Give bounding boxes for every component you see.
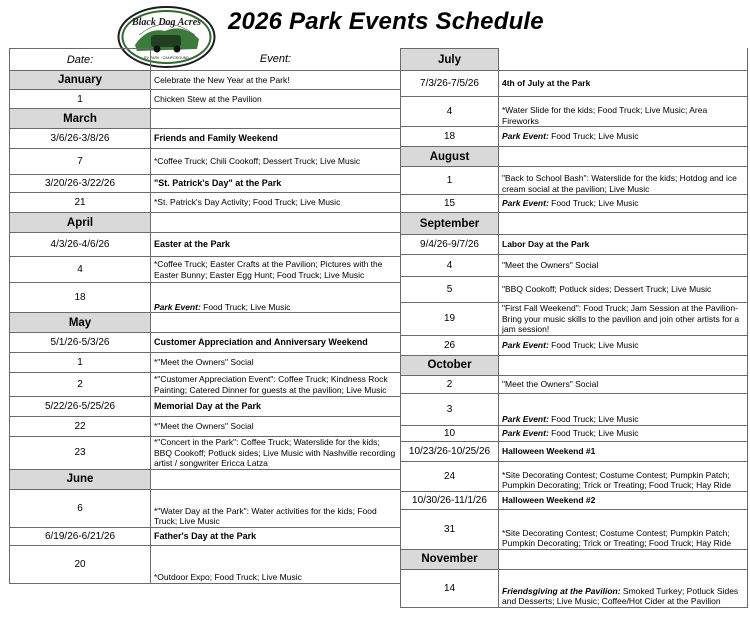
event-row [10,373,401,397]
event-row [401,195,748,213]
event-row [401,509,748,549]
event-date: 6 [10,489,151,527]
event-label-rest: Food Truck; Live Music [548,131,639,142]
month-label: November [401,549,499,569]
month-row [10,469,401,489]
event-date: 18 [401,127,499,147]
event-row [10,90,401,109]
event-description: *"Meet the Owners" Social [151,417,401,437]
event-label-rest: Food Truck; Live Music [200,301,291,312]
event-date: 20 [10,545,151,583]
event-date: 9/4/26-9/7/26 [401,235,499,255]
month-label: April [10,213,151,233]
event-label-prefix: Park Event: [502,198,549,209]
event-description [499,425,748,441]
event-row [10,257,401,283]
month-row [10,313,401,333]
event-row [10,397,401,417]
event-date: 24 [401,461,499,491]
event-label-prefix: Park Event: [502,131,549,142]
event-row [10,527,401,545]
event-description: *Outdoor Expo; Food Truck; Live Music [151,545,401,583]
event-row [401,277,748,303]
event-date: 10/23/26-10/25/26 [401,441,499,461]
event-row [401,167,748,195]
event-description [499,335,748,355]
event-row [10,149,401,175]
event-date: 6/19/26-6/21/26 [10,527,151,545]
month-label: September [401,213,499,235]
event-row [401,303,748,336]
event-label-rest: Food Truck; Live Music [548,198,639,209]
event-row [401,335,748,355]
event-date: 3/20/26-3/22/26 [10,175,151,193]
event-description [151,213,401,233]
event-title: "St. Patrick's Day" at the Park [151,175,401,193]
event-row [401,491,748,509]
event-date: 1 [10,90,151,109]
event-row [401,235,748,255]
event-title: Memorial Day at the Park [151,397,401,417]
event-title: Easter at the Park [151,233,401,257]
event-description: *Coffee Truck; Chili Cookoff; Dessert Truck; Live Music [151,149,401,175]
event-date: 7 [10,149,151,175]
event-date: 10/30/26-11/1/26 [401,491,499,509]
logo-subtext: RV PARK · CAMPGROUND [144,56,189,60]
event-row [10,283,401,313]
event-date: 23 [10,437,151,470]
event-label-prefix: Friendsgiving at the Pavilion: [502,585,621,596]
event-row [10,417,401,437]
event-label-prefix: Park Event: [502,339,549,350]
event-row [401,393,748,425]
event-label-prefix: Park Event: [154,301,201,312]
schedule-left-table [9,48,401,584]
event-description: "First Fall Weekend": Food Truck; Jam Session at the Pavilion-Bring your music skills to the pavilion and join other artists for a jam session! [499,303,748,336]
event-date: 4 [10,257,151,283]
event-row [10,333,401,353]
event-date: 14 [401,569,499,607]
event-date: 3/6/26-3/8/26 [10,129,151,149]
event-date: 4/3/26-4/6/26 [10,233,151,257]
event-description: *Water Slide for the kids; Food Truck; Live Music; Area Fireworks [499,97,748,127]
event-description: *"Water Day at the Park": Water activities for the kids; Food Truck; Live Music [151,489,401,527]
event-row [401,97,748,127]
event-label-prefix: Park Event: [502,414,549,424]
month-label: October [401,355,499,375]
event-row [10,489,401,527]
month-label: March [10,109,151,129]
event-description [151,469,401,489]
event-date: 19 [401,303,499,336]
event-title: Halloween Weekend #1 [499,441,748,461]
event-description [151,109,401,129]
event-description [499,147,748,167]
month-label: January [10,71,151,90]
event-date: 15 [401,195,499,213]
event-label-rest: Smoked Turkey; Potluck Sides and Desserts; Live Music; Coffee/Hot Cider at the Pavilion [502,585,739,606]
event-row [10,437,401,470]
event-date: 5/1/26-5/3/26 [10,333,151,353]
event-row [10,129,401,149]
event-label-prefix: Park Event: [502,427,549,438]
event-row [401,255,748,277]
event-label-rest: Food Truck; Live Music [548,427,639,438]
event-description [499,127,748,147]
month-row [401,147,748,167]
event-description [151,283,401,313]
event-description: *"Customer Appreciation Event": Coffee Truck; Kindness Rock Painting; Catered Dinner for guests at the pavilion; Live Music [151,373,401,397]
event-row [401,461,748,491]
event-column-header: Event: [151,49,401,71]
event-date: 2 [10,373,151,397]
event-date: 26 [401,335,499,355]
event-row [10,545,401,583]
event-date: 5 [401,277,499,303]
event-date: 21 [10,193,151,213]
event-date: 10 [401,425,499,441]
schedule-right-table [400,48,748,608]
event-title: Friends and Family Weekend [151,129,401,149]
event-date: 18 [10,283,151,313]
event-description: Chicken Stew at the Pavilion [151,90,401,109]
event-title: Father's Day at the Park [151,527,401,545]
event-row [401,569,748,607]
event-row [401,375,748,393]
month-label: August [401,147,499,167]
event-description: "Back to School Bash": Waterslide for the kids; Hotdog and ice cream social at the pavilion; Live Music [499,167,748,195]
event-description: Celebrate the New Year at the Park! [151,71,401,90]
month-label: May [10,313,151,333]
event-description: "Meet the Owners" Social [499,375,748,393]
schedule-grid [9,48,747,624]
event-date: 22 [10,417,151,437]
date-column-header: Date: [10,49,151,71]
event-description [499,195,748,213]
month-row [10,109,401,129]
event-description: "BBQ Cookoff; Potluck sides; Dessert Truck; Live Music [499,277,748,303]
event-row [10,175,401,193]
event-description: *Site Decorating Contest; Costume Contest; Pumpkin Patch; Pumpkin Decorating; Trick or Treating; Food Truck; Hay Ride [499,461,748,491]
event-title: Labor Day at the Park [499,235,748,255]
event-row [401,127,748,147]
event-row [401,441,748,461]
event-row [10,233,401,257]
event-date: 1 [401,167,499,195]
event-date: 1 [10,353,151,373]
right-blank-header [499,49,748,71]
event-date: 3 [401,393,499,425]
event-label-rest: Food Truck; Live Music [548,339,639,350]
event-description: *St. Patrick's Day Activity; Food Truck; Live Music [151,193,401,213]
event-description: *Site Decorating Contest; Costume Contest; Pumpkin Patch; Pumpkin Decorating; Trick or Treating; Food Truck; Hay Ride [499,509,748,549]
page-title: 2026 Park Events Schedule [228,8,544,35]
event-date: 7/3/26-7/5/26 [401,71,499,97]
event-title: Halloween Weekend #2 [499,491,748,509]
event-row [10,193,401,213]
month-row [401,549,748,569]
logo-wordmark: Black Dog Acres [131,17,202,28]
event-date: 5/22/26-5/25/26 [10,397,151,417]
event-description: *Coffee Truck; Easter Crafts at the Pavilion; Pictures with the Easter Bunny; Easter Egg Hunt; Food Truck; Live Music [151,257,401,283]
event-row [401,71,748,97]
event-date: 31 [401,509,499,549]
month-label: June [10,469,151,489]
event-date: 4 [401,255,499,277]
event-row [10,353,401,373]
month-row [401,213,748,235]
month-row [10,213,401,233]
july-month-header: July [401,49,499,71]
event-title: 4th of July at the Park [499,71,748,97]
month-row [401,355,748,375]
event-date: 2 [401,375,499,393]
event-description [499,549,748,569]
event-description [499,355,748,375]
event-description: *"Meet the Owners" Social [151,353,401,373]
event-description: *"Concert in the Park": Coffee Truck; Waterslide for the kids; BBQ Cookoff; Potluck sides; Live Music with Nashville recording artist / songwriter Ericca Latza [151,437,401,470]
month-row [10,71,401,90]
event-title: Customer Appreciation and Anniversary Weekend [151,333,401,353]
event-description: "Meet the Owners" Social [499,255,748,277]
event-date: 4 [401,97,499,127]
event-description [499,393,748,425]
event-description [499,213,748,235]
event-row [401,425,748,441]
event-description [499,569,748,607]
event-label-rest: Food Truck; Live Music [548,414,639,424]
event-description [151,313,401,333]
